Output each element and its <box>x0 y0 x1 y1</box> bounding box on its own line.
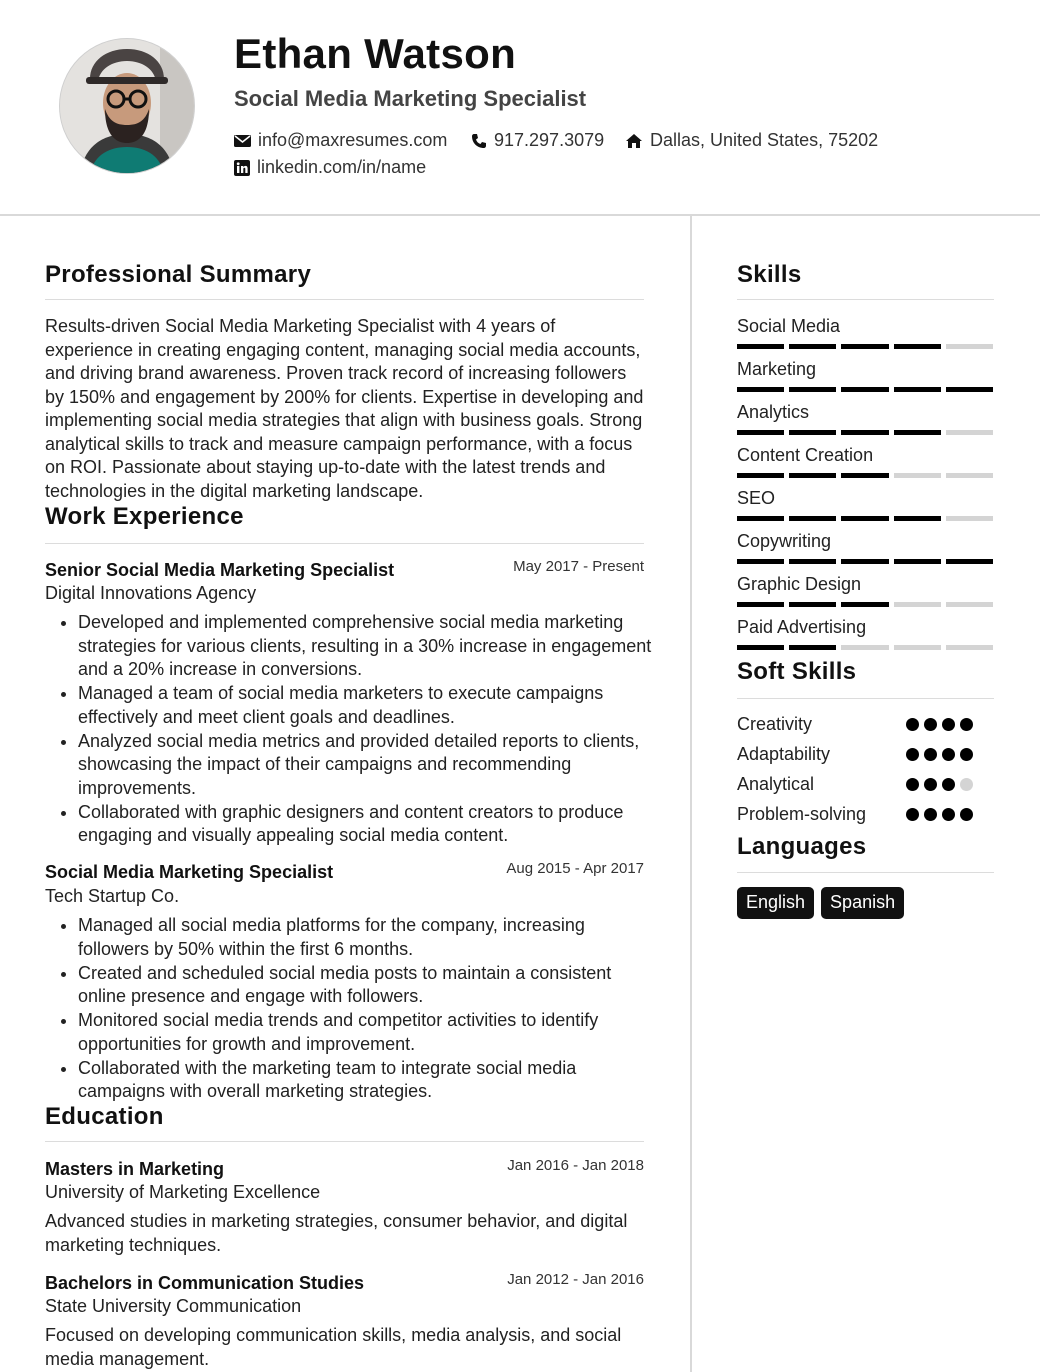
skill-level-segment <box>737 559 784 564</box>
languages-rule <box>737 872 994 873</box>
skill-level-segment <box>789 344 836 349</box>
skill-level-segment <box>841 430 888 435</box>
skill-level-bar <box>737 430 993 435</box>
skill-level-segment <box>946 473 993 478</box>
skill-level-segment <box>789 430 836 435</box>
soft-skill-name: Adaptability <box>737 744 831 764</box>
job-dates: Aug 2015 - Apr 2017 <box>506 860 644 877</box>
skill-level-segment <box>789 559 836 564</box>
candidate-title: Social Media Marketing Specialist <box>234 86 587 111</box>
skill-level-segment <box>789 516 836 521</box>
contact-phone[interactable] <box>471 130 604 151</box>
education-rule <box>45 1141 644 1142</box>
soft-skills-heading: Soft Skills <box>737 658 857 685</box>
soft-skill-rating <box>906 808 973 821</box>
contact-linkedin[interactable] <box>234 157 426 178</box>
skill-name: Copywriting <box>737 531 832 551</box>
education-description: Advanced studies in marketing strategies, consumer behavior, and digital marketing techniques. <box>45 1211 628 1255</box>
degree-title: Bachelors in Communication Studies <box>45 1273 365 1293</box>
skill-level-segment <box>894 430 941 435</box>
skill-level-segment <box>894 559 941 564</box>
job-title: Senior Social Media Marketing Specialist <box>45 560 395 580</box>
job-company: Digital Innovations Agency <box>45 583 257 603</box>
skill-level-bar <box>737 559 993 564</box>
summary-text: Results-driven Social Media Marketing Specialist with 4 years of experience in creating engaging content, managing social media accounts, and driving brand awareness. Proven track record of increasing followers by 150% and engagement by 200% for clients. Expertise in developing and implementing social media strategies that align with business goals. Strong analytical skills to track and measure campaign performance, with a focus on ROI. Passionate about staying up-to-date with the latest trends and technologies in the digital marketing landscape. <box>45 316 644 501</box>
skill-level-segment <box>789 473 836 478</box>
rating-dot <box>924 748 937 761</box>
rating-dot <box>924 808 937 821</box>
contact-email[interactable] <box>234 130 447 151</box>
job-dates: May 2017 - Present <box>513 558 644 575</box>
skill-level-segment <box>946 387 993 392</box>
contact-location <box>625 130 878 151</box>
skill-level-segment <box>894 602 941 607</box>
rating-dot <box>942 748 955 761</box>
skill-level-segment <box>737 516 784 521</box>
skill-level-segment <box>737 473 784 478</box>
skill-name: Social Media <box>737 316 841 336</box>
skill-level-segment <box>946 430 993 435</box>
soft-skill-rating <box>906 778 973 791</box>
soft-skill-name: Problem-solving <box>737 804 867 824</box>
soft-skill-rating <box>906 748 973 761</box>
skill-level-segment <box>946 602 993 607</box>
education-heading: Education <box>45 1103 164 1130</box>
skill-level-segment <box>789 645 836 650</box>
skill-level-segment <box>789 602 836 607</box>
skill-name: Content Creation <box>737 445 874 465</box>
skill-name: Marketing <box>737 359 817 379</box>
job-bullet: • Managed a team of social media marketers to execute campaigns effectively and meet client goals and deadlines. <box>78 682 653 729</box>
skill-level-segment <box>841 516 888 521</box>
rating-dot <box>942 808 955 821</box>
job-bullet: • Collaborated with the marketing team to integrate social media campaigns with overall marketing strategies. <box>78 1057 638 1104</box>
skill-level-segment <box>841 344 888 349</box>
skills-heading: Skills <box>737 261 802 288</box>
skill-level-segment <box>894 645 941 650</box>
education-dates: Jan 2016 - Jan 2018 <box>507 1157 644 1174</box>
rating-dot <box>924 778 937 791</box>
job-bullet: • Monitored social media trends and competitor activities to identify opportunities for growth and improvement. <box>78 1009 638 1056</box>
skill-level-bar <box>737 387 993 392</box>
column-divider <box>690 215 692 1372</box>
language-badge: English <box>737 887 814 919</box>
home-icon <box>625 133 643 149</box>
candidate-name: Ethan Watson <box>234 30 517 77</box>
skill-level-bar <box>737 516 993 521</box>
language-badge: Spanish <box>821 887 904 919</box>
rating-dot <box>906 808 919 821</box>
skill-level-bar <box>737 344 993 349</box>
job-title: Social Media Marketing Specialist <box>45 862 334 882</box>
summary-rule <box>45 299 644 300</box>
skill-name: Analytics <box>737 402 810 422</box>
location-text: Dallas, United States, 75202 <box>650 130 879 150</box>
email-text: info@maxresumes.com <box>258 130 448 150</box>
phone-text: 917.297.3079 <box>494 130 605 150</box>
experience-rule <box>45 543 644 544</box>
skills-rule <box>737 299 994 300</box>
skill-level-segment <box>894 344 941 349</box>
soft-skill-name: Creativity <box>737 714 813 734</box>
job-bullet: • Developed and implemented comprehensive social media marketing strategies for various clients, resulting in a 30% increase in engagement and a 20% increase in conversions. <box>78 611 653 682</box>
linkedin-icon <box>234 160 250 176</box>
linkedin-text: linkedin.com/in/name <box>257 157 427 177</box>
skill-level-segment <box>841 473 888 478</box>
envelope-icon <box>234 134 251 148</box>
skill-level-bar <box>737 645 993 650</box>
skill-level-segment <box>737 344 784 349</box>
rating-dot <box>906 778 919 791</box>
soft-skill-name: Analytical <box>737 774 815 794</box>
rating-dot <box>960 778 973 791</box>
skill-level-segment <box>894 387 941 392</box>
profile-photo <box>59 38 195 174</box>
job-bullet: • Managed all social media platforms for the company, increasing followers by 50% within the first 6 months. <box>78 914 638 961</box>
phone-icon <box>471 133 487 149</box>
skill-level-bar <box>737 602 993 607</box>
education-description: Focused on developing communication skills, media analysis, and social media management. <box>45 1325 622 1369</box>
skill-level-segment <box>737 645 784 650</box>
soft-skill-rating <box>906 718 973 731</box>
skill-level-segment <box>946 559 993 564</box>
skill-level-segment <box>737 430 784 435</box>
skill-level-segment <box>946 344 993 349</box>
rating-dot <box>924 718 937 731</box>
skill-level-bar <box>737 473 993 478</box>
skill-level-segment <box>841 602 888 607</box>
school-name: State University Communication <box>45 1296 302 1316</box>
skill-name: Paid Advertising <box>737 617 867 637</box>
degree-title: Masters in Marketing <box>45 1159 225 1179</box>
skill-level-segment <box>841 559 888 564</box>
rating-dot <box>960 718 973 731</box>
experience-heading: Work Experience <box>45 503 244 530</box>
skill-name: Graphic Design <box>737 574 862 594</box>
rating-dot <box>906 718 919 731</box>
skill-level-segment <box>894 473 941 478</box>
job-bullets <box>45 914 638 1104</box>
languages-list <box>737 887 904 919</box>
job-bullet: • Collaborated with graphic designers and content creators to produce engaging and visually appealing social media content. <box>78 801 653 848</box>
job-bullet: • Analyzed social media metrics and provided detailed reports to clients, showcasing the impact of their campaigns and recommending improvements. <box>78 730 653 801</box>
rating-dot <box>942 718 955 731</box>
soft-skills-rule <box>737 698 994 699</box>
skill-level-segment <box>789 387 836 392</box>
skill-level-segment <box>841 387 888 392</box>
rating-dot <box>942 778 955 791</box>
skill-level-segment <box>737 602 784 607</box>
rating-dot <box>906 748 919 761</box>
rating-dot <box>960 748 973 761</box>
job-company: Tech Startup Co. <box>45 886 180 906</box>
skill-level-segment <box>841 645 888 650</box>
job-bullets <box>45 611 653 848</box>
summary-heading: Professional Summary <box>45 261 312 288</box>
skill-level-segment <box>894 516 941 521</box>
skill-level-segment <box>946 645 993 650</box>
languages-heading: Languages <box>737 833 867 860</box>
resume-header <box>0 0 1040 216</box>
school-name: University of Marketing Excellence <box>45 1182 321 1202</box>
skill-level-segment <box>737 387 784 392</box>
job-bullet: • Created and scheduled social media posts to maintain a consistent online presence and engage with followers. <box>78 962 638 1009</box>
education-dates: Jan 2012 - Jan 2016 <box>507 1271 644 1288</box>
skill-level-segment <box>946 516 993 521</box>
rating-dot <box>960 808 973 821</box>
skill-name: SEO <box>737 488 776 508</box>
profile-photo-illustration <box>60 39 194 173</box>
